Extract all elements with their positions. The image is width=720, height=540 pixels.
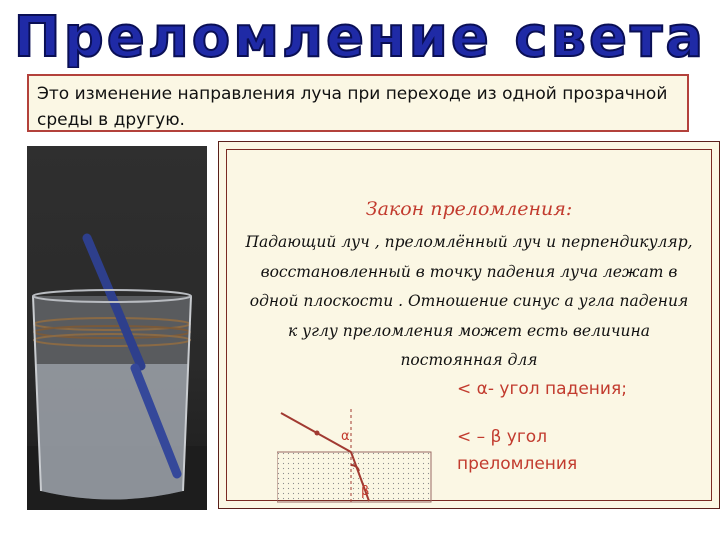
beta-note: < – β угол преломления — [457, 427, 578, 474]
definition-box — [27, 74, 689, 132]
refraction-law-panel — [218, 141, 720, 509]
law-line: Падающий луч , преломлённый луч и перпендикуляр, — [245, 233, 693, 251]
alpha-note: < α- угол падения; — [457, 379, 627, 399]
slide-title — [0, 6, 720, 68]
glass-photo — [27, 146, 207, 510]
title-text: Преломление света — [13, 6, 707, 68]
beta-label: β — [361, 484, 370, 499]
definition-text: Это изменение направления луча при переходе из одной прозрачной среды в другую. — [37, 84, 668, 130]
law-line: к углу преломления может есть величина — [288, 321, 650, 340]
title-graphic — [0, 6, 720, 68]
refraction-diagram — [277, 407, 439, 505]
law-text — [229, 228, 709, 376]
water — [36, 364, 188, 500]
law-line: восстановленный в точку падения луча лежат в — [260, 262, 678, 281]
alpha-label: α — [341, 429, 350, 444]
law-heading: Закон преломления: — [365, 198, 573, 220]
law-line: одной плоскости . Отношение синус а угла падения — [249, 292, 689, 310]
law-line: постоянная для — [400, 351, 538, 369]
